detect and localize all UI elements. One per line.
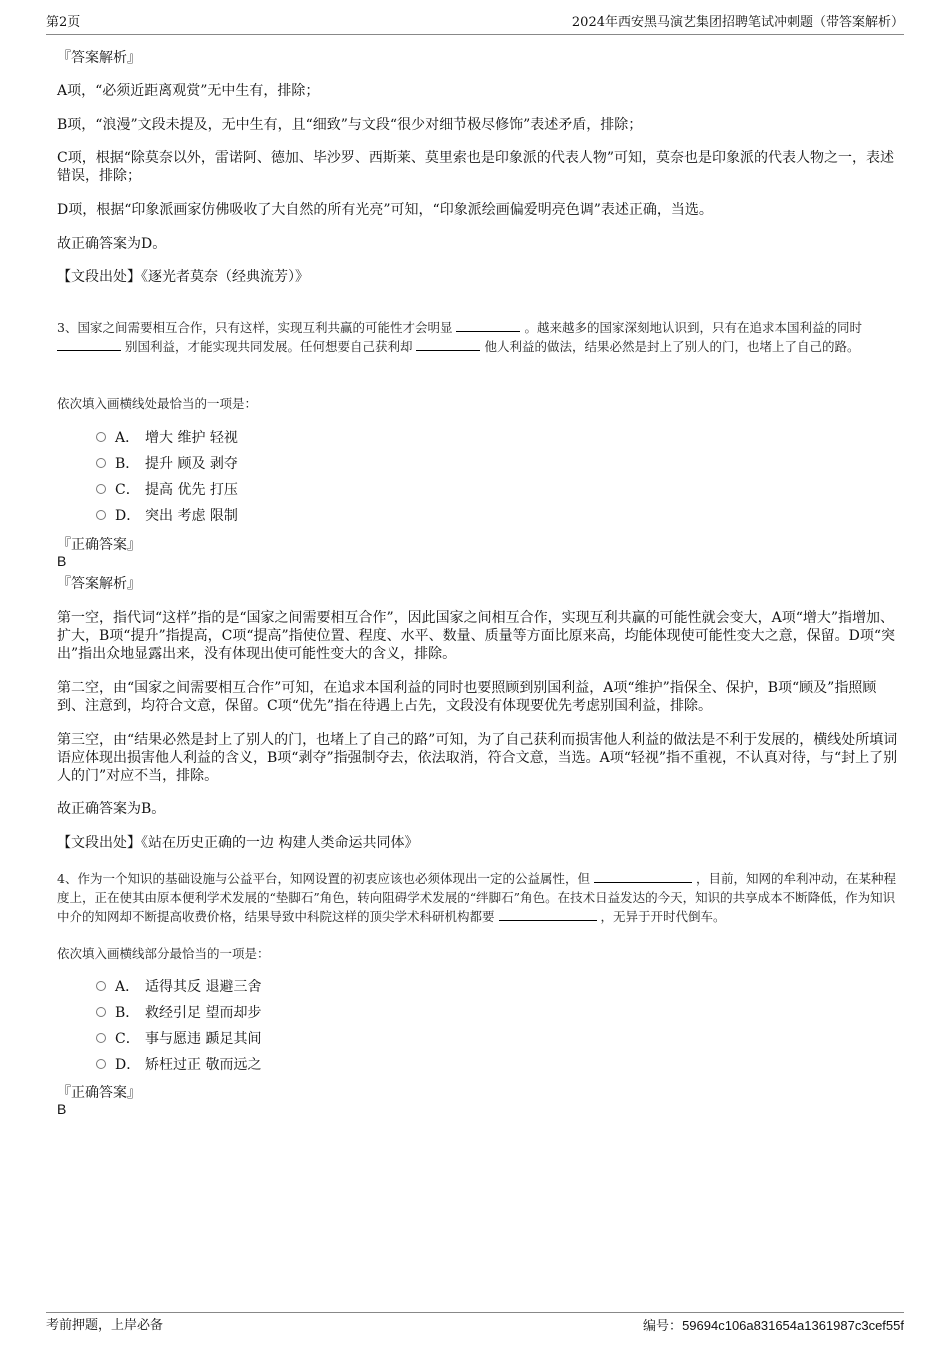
conclusion: 故正确答案为D。 bbox=[57, 236, 167, 252]
fill-blank bbox=[594, 870, 692, 883]
analysis-paragraph: C项，根据“除莫奈以外，雷诺阿、德加、毕沙罗、西斯莱、莫里索也是印象派的代表人物”可知，莫奈也是印象派的代表人物之一，表述错误，排除； bbox=[57, 150, 895, 184]
question-stem: 3、国家之间需要相互合作，只有这样，实现互利共赢的可能性才会明显 。越来越多的国家深刻地认识到，只有在追求本国利益的同时 别国利益，才能实现共同发展。任何想要自己获利却 他人利益的做法，结果必然是封上了别人的门，也堵上了自己的路。 bbox=[57, 320, 862, 354]
radio-icon[interactable] bbox=[96, 432, 106, 442]
radio-icon[interactable] bbox=[96, 1033, 106, 1043]
page-header bbox=[46, 14, 904, 35]
correct-answer-label: 『正确答案』 bbox=[57, 1085, 141, 1101]
source-citation: 【文段出处】《站在历史正确的一边 构建人类命运共同体》 bbox=[57, 835, 419, 851]
analysis-label: 『答案解析』 bbox=[57, 50, 141, 66]
document-code: 编号：59694c106a831654a1361987c3cef55f bbox=[643, 1318, 904, 1334]
analysis-paragraph: D项，根据“印象派画家仿佛吸收了大自然的所有光亮”可知，“印象派绘画偏爱明亮色调”表述正确，当选。 bbox=[57, 202, 713, 218]
radio-icon[interactable] bbox=[96, 510, 106, 520]
analysis-paragraph: B项，“浪漫”文段未提及，无中生有，且“细致”与文段“很少对细节极尽修饰”表述矛盾，排除； bbox=[57, 117, 643, 133]
analysis-paragraph: 第三空，由“结果必然是封上了别人的门，也堵上了自己的路”可知，为了自己获利而损害他人利益的做法是不利于发展的，横线处所填词语应体现出损害他人利益的含义，B项“剥夺”指强制夺去，依法取消，符合文意，当选。A项“轻视”指不重视，不认真对待，与“封上了别人的门”对应不当，排除。 bbox=[57, 732, 898, 784]
radio-icon[interactable] bbox=[96, 1007, 106, 1017]
option-a[interactable]: A． 适得其反 退避三舍 bbox=[96, 978, 261, 996]
document-title: 2024年西安黑马演艺集团招聘笔试冲刺题（带答案解析） bbox=[571, 15, 904, 30]
option-d[interactable]: D． 矫枉过正 敬而远之 bbox=[96, 1056, 261, 1074]
radio-icon[interactable] bbox=[96, 1059, 106, 1069]
source-citation: 【文段出处】《逐光者莫奈（经典流芳）》 bbox=[57, 269, 309, 285]
correct-answer: B bbox=[57, 553, 67, 569]
option-c[interactable]: C． 提高 优先 打压 bbox=[96, 481, 238, 499]
option-b[interactable]: B． 提升 顾及 剥夺 bbox=[96, 455, 238, 473]
radio-icon[interactable] bbox=[96, 484, 106, 494]
option-d[interactable]: D． 突出 考虑 限制 bbox=[96, 507, 238, 525]
question-instruction: 依次填入画横线部分最恰当的一项是： bbox=[57, 946, 270, 961]
radio-icon[interactable] bbox=[96, 981, 106, 991]
radio-icon[interactable] bbox=[96, 458, 106, 468]
option-a[interactable]: A． 增大 维护 轻视 bbox=[96, 429, 238, 447]
analysis-paragraph: A项，“必须近距离观赏”无中生有，排除； bbox=[57, 83, 320, 99]
footer-slogan: 考前押题，上岸必备 bbox=[46, 1318, 164, 1333]
question-stem: 4、作为一个知识的基础设施与公益平台，知网设置的初衷应该也必须体现出一定的公益属性，但 ，目前，知网的牟利冲动，在某种程度上，正在使其由原本便利学术发展的“垫脚石”角色，转向阻碍学术发展的“绊脚石”角色。在技术日益发达的今天，知识的共享成本不断降低，作为知识中介的知网却不断提高收费价格，结果导致中科院这样的顶尖学术科研机构都要 ，无异于开时代倒车。 bbox=[57, 871, 896, 924]
analysis-label: 『答案解析』 bbox=[57, 576, 141, 592]
conclusion: 故正确答案为B。 bbox=[57, 801, 166, 817]
question-instruction: 依次填入画横线处最恰当的一项是： bbox=[57, 396, 258, 411]
analysis-paragraph: 第二空，由“国家之间需要相互合作”可知，在追求本国利益的同时也要照顾到别国利益，A项“维护”指保全、保护，B项“顾及”指照顾到、注意到，均符合文意，保留。C项“优先”指在待遇上占先，文段没有体现要优先考虑别国利益，排除。 bbox=[57, 680, 877, 714]
fill-blank bbox=[456, 319, 520, 332]
fill-blank bbox=[499, 908, 597, 921]
fill-blank bbox=[416, 338, 480, 351]
option-c[interactable]: C． 事与愿违 踬足其间 bbox=[96, 1030, 261, 1048]
analysis-paragraph: 第一空，指代词“这样”指的是“国家之间需要相互合作”，因此国家之间相互合作，实现互利共赢的可能性就会变大，A项“增大”指增加、扩大，B项“提升”指提高，C项“提高”指使位置、程度、水平、数量、质量等方面比原来高，均能体现使可能性变大之意，保留。D项“突出”指出众地显露出来，没有体现出使可能性变大的含义，排除。 bbox=[57, 610, 896, 662]
correct-answer: B bbox=[57, 1101, 67, 1117]
fill-blank bbox=[57, 338, 121, 351]
option-b[interactable]: B． 救经引足 望而却步 bbox=[96, 1004, 261, 1022]
page-footer bbox=[46, 1312, 904, 1337]
page-number: 第2页 bbox=[46, 15, 81, 30]
correct-answer-label: 『正确答案』 bbox=[57, 537, 141, 553]
